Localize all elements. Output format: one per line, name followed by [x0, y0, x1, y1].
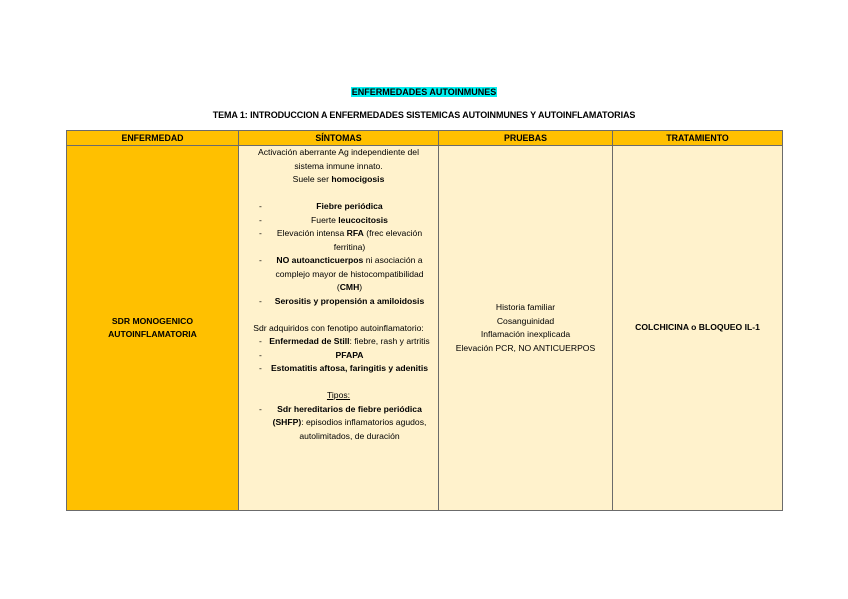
symptoms-homozygosis: Suele ser homocigosis — [292, 174, 385, 184]
test-item: Elevación PCR, NO ANTICUERPOS — [455, 342, 596, 353]
document-title-text: ENFERMEDADES AUTOINMUNES — [351, 87, 497, 97]
header-sintomas: SÍNTOMAS — [239, 131, 439, 146]
symptom-item: - Fiebre periódica — [259, 201, 383, 211]
symptom-item: - NO autoancticuerpos ni asociación a complejo mayor de histocompatibilidad (CMH) — [259, 255, 424, 292]
symptoms-cell — [239, 146, 439, 511]
document-subtitle — [0, 109, 848, 121]
acquired-syndromes-intro: Sdr adquiridos con fenotipo autoinflamatorio: — [253, 322, 424, 333]
type-item: - Sdr hereditarios de fiebre periódica (SHFP): episodios inflamatorios agudos, autolimitados, de duración — [259, 403, 427, 441]
test-item: Inflamación inexplicada — [480, 329, 571, 339]
tests-cell — [439, 146, 613, 511]
subtitle-topic-number: TEMA 1 — [212, 110, 245, 120]
header-tratamiento: TRATAMIENTO — [613, 131, 783, 146]
document-title — [0, 86, 848, 98]
header-enfermedad: ENFERMEDAD — [67, 131, 239, 146]
test-item: Historia familiar — [495, 302, 556, 312]
symptom-item: - Fuerte leucocitosis — [259, 214, 388, 225]
table-header-row — [67, 131, 783, 146]
disease-table — [66, 130, 783, 511]
acquired-syndrome-item: - Estomatitis aftosa, faringitis y adenitis — [259, 363, 429, 373]
test-item: Cosanguinidad — [496, 315, 555, 326]
acquired-syndrome-item: - Enfermedad de Still: fiebre, rash y artritis — [259, 336, 430, 346]
symptom-item: - Serositis y propensión a amiloidosis — [259, 295, 425, 306]
disease-name-line-1: SDR MONOGENICO — [111, 315, 194, 326]
types-label: Tipos: — [326, 390, 351, 400]
disease-cell — [67, 146, 239, 511]
treatment-text: COLCHICINA o BLOQUEO IL-1 — [635, 322, 760, 333]
subtitle-topic-text: : INTRODUCCION A ENFERMEDADES SISTEMICAS AUTOINMUNES Y AUTOINFLAMATORIAS — [244, 110, 636, 120]
symptom-item: - Elevación intensa RFA (frec elevación ferritina) — [259, 228, 423, 252]
disease-name-line-2: AUTOINFLAMATORIA — [108, 329, 197, 339]
acquired-syndrome-item: - PFAPA — [259, 349, 364, 360]
treatment-cell — [613, 146, 783, 511]
header-pruebas: PRUEBAS — [439, 131, 613, 146]
table-row — [67, 146, 783, 511]
symptoms-intro: Activación aberrante Ag independiente del sistema inmune innato. — [257, 147, 419, 171]
